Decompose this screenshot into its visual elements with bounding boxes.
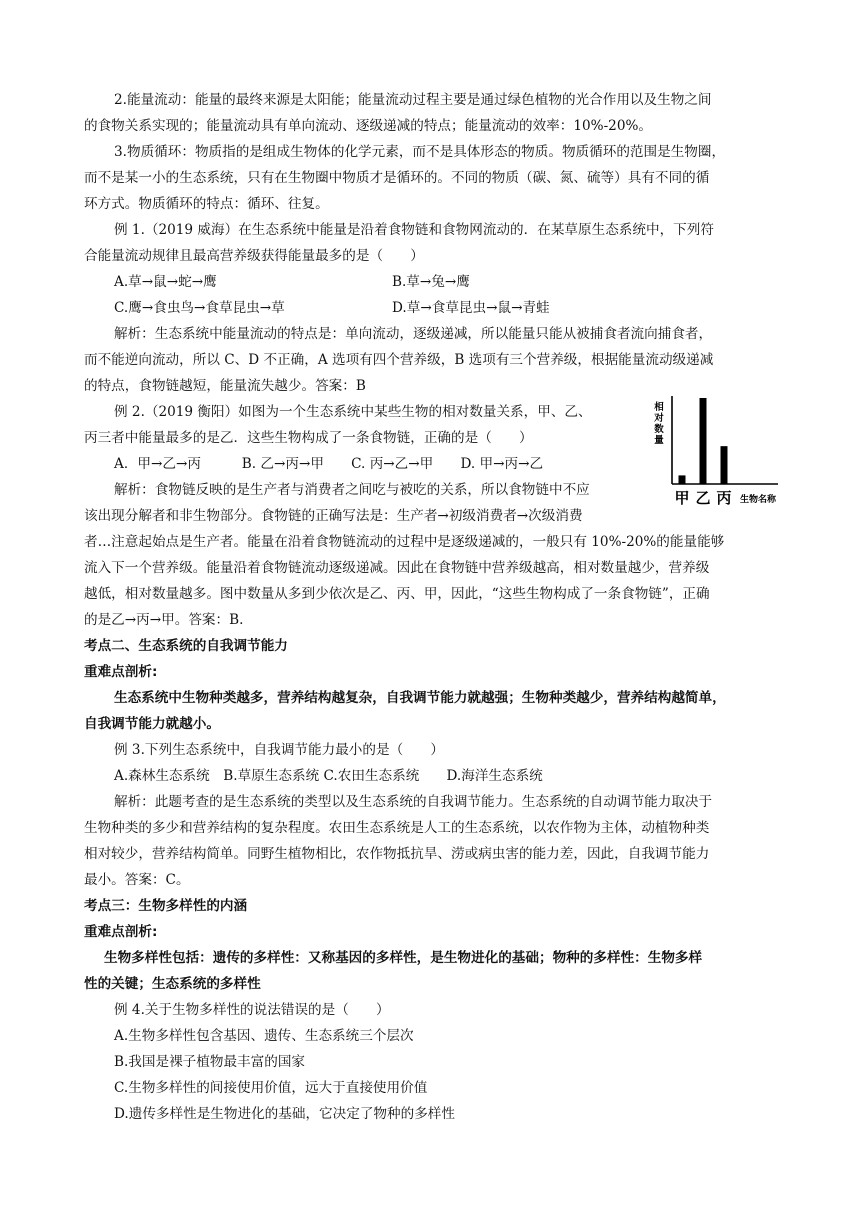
- example1-analysis-line3: 的特点，食物链越短，能量流失越少。答案：B: [84, 378, 366, 394]
- example4-option-b: B.我国是裸子植物最丰富的国家: [114, 1054, 306, 1070]
- example2-analysis-line4: 流入下一个营养级。能量沿着食物链流动逐级递减。因此在食物链中营养级越高，相对数量越少，营养级: [84, 560, 710, 576]
- example1-option-a: A.草→鼠→蛇→鹰: [114, 274, 217, 290]
- chart-ylabel-char: 数: [654, 424, 664, 435]
- example1-analysis-line1: 解析：生态系统中能量流动的特点是：单向流动，逐级递减，所以能量只能从被捕食者流向捕食者，: [114, 326, 713, 342]
- example2-question-line2: 丙三者中能量最多的是乙．这些生物构成了一条食物链，正确的是（ ）: [84, 430, 533, 446]
- example4-option-c: C.生物多样性的间接使用价值，远大于直接使用价值: [114, 1080, 428, 1096]
- section3-summary-line1: 生物多样性包括：遗传的多样性：又称基因的多样性，是生物进化的基础；物种的多样性：生物多样: [104, 950, 703, 966]
- chart-ylabel-char: 对: [654, 413, 664, 424]
- example4-option-d: D.遗传多样性是生物进化的基础，它决定了物种的多样性: [114, 1106, 455, 1122]
- example2-analysis-line1: 解析：食物链反映的是生产者与消费者之间吃与被吃的关系，所以食物链中不应: [114, 482, 590, 498]
- example1-option-b: B.草→兔→鹰: [392, 274, 470, 290]
- example3-analysis-line2: 生物种类的多少和营养结构的复杂程度。农田生态系统是人工的生态系统，以农作物为主体，动植物种类: [84, 820, 710, 836]
- chart-bars: [679, 398, 728, 484]
- section2-subheading: 重难点剖析:: [84, 664, 158, 680]
- section3-summary-line2: 性的关键；生态系统的多样性: [84, 976, 261, 992]
- example2-analysis-line3: 者…注意起始点是生产者。能量在沿着食物链流动的过程中是逐级递减的，一般只有 10%-20%的能量能够: [84, 534, 725, 550]
- example3-analysis-line1: 解析：此题考查的是生态系统的类型以及生态系统的自我调节能力。生态系统的自动调节能力取决于: [114, 794, 713, 810]
- example2-analysis-line6: 的是乙→丙→甲。答案：B.: [84, 612, 244, 628]
- paragraph-energy-flow-line1: 2.能量流动：能量的最终来源是太阳能；能量流动过程主要是通过绿色植物的光合作用以及生物之间: [114, 92, 712, 108]
- example1-question-line1: 例 1.（2019 威海）在生态系统中能量是沿着食物链和食物网流动的．在某草原生态系统中，下列符: [114, 222, 714, 238]
- section2-summary-line2: 自我调节能力就越小。: [84, 716, 220, 732]
- example1-option-c: C.鹰→食虫鸟→食草昆虫→草: [114, 300, 285, 316]
- example4-question: 例 4.关于生物多样性的说法错误的是（ ）: [114, 1002, 390, 1018]
- chart-x-tick-3: 丙: [716, 489, 732, 507]
- example1-question-line2: 合能量流动规律且最高营养级获得能量最多的是（ ）: [84, 248, 424, 264]
- paragraph-material-cycle-line2: 而不是某一小的生态系统，只有在生物圈中物质才是循环的。不同的物质（碳、氮、硫等）具有不同的循: [84, 170, 710, 186]
- chart-bar-3: [721, 446, 728, 484]
- chart-xlabel: 生物名称: [739, 495, 777, 505]
- chart-x-tick-2: 乙: [695, 489, 711, 507]
- section2-summary-line1: 生态系统中生物种类越多，营养结构越复杂，自我调节能力就越强；生物种类越少，营养结构越简单，: [114, 690, 726, 706]
- example1-option-d: D.草→食草昆虫→鼠→青蛙: [392, 300, 550, 316]
- chart-ylabel: [653, 401, 664, 446]
- example2-analysis-line2: 该出现分解者和非生物部分。食物链的正确写法是：生产者→初级消费者→次级消费: [84, 508, 583, 524]
- example3-analysis-line3: 相对较少，营养结构简单。同野生植物相比，农作物抵抗旱、涝或病虫害的能力差，因此，自我调节能力: [84, 846, 710, 862]
- chart-ylabel-char: 相: [654, 402, 664, 413]
- chart-bar-1: [679, 475, 686, 484]
- example3-question: 例 3.下列生态系统中，自我调节能力最小的是（ ）: [114, 742, 444, 758]
- section2-heading: 考点二、生态系统的自我调节能力: [84, 638, 288, 654]
- paragraph-material-cycle-line3: 环方式。物质循环的特点：循环、往复。: [84, 196, 329, 212]
- chart-bar-2: [700, 398, 707, 484]
- chart-x-tick-labels: [674, 489, 731, 507]
- section3-heading: 考点三：生物多样性的内涵: [84, 898, 248, 914]
- paragraph-material-cycle-line1: 3.物质循环：物质指的是组成生物体的化学元素，而不是具体形态的物质。物质循环的范围是生物圈，: [114, 144, 726, 160]
- section3-subheading: 重难点剖析:: [84, 924, 158, 940]
- relative-quantity-bar-chart: [650, 392, 785, 507]
- example2-analysis-line5: 越低，相对数量越多。图中数量从多到少依次是乙、丙、甲，因此，“这些生物构成了一条食物链”，正确: [84, 586, 710, 602]
- example4-option-a: A.生物多样性包含基因、遗传、生态系统三个层次: [114, 1028, 414, 1044]
- example3-options: A.森林生态系统 B.草原生态系统 C.农田生态系统 D.海洋生态系统: [114, 768, 543, 784]
- example3-analysis-line4: 最小。答案：C。: [84, 872, 190, 888]
- chart-x-tick-1: 甲: [674, 489, 690, 507]
- example2-options: A．甲→乙→丙 B. 乙→丙→甲 C. 丙→乙→甲 D. 甲→丙→乙: [114, 456, 544, 472]
- example1-analysis-line2: 而不能逆向流动，所以 C、D 不正确，A 选项有四个营养级，B 选项有三个营养级，根据能量流动级递减: [84, 352, 714, 368]
- chart-ylabel-char: 量: [654, 435, 664, 446]
- paragraph-energy-flow-line2: 的食物关系实现的；能量流动具有单向流动、逐级递减的特点；能量流动的效率：10%-20%。: [84, 118, 652, 134]
- example2-question-line1: 例 2.（2019 衡阳）如图为一个生态系统中某些生物的相对数量关系，甲、乙、: [114, 404, 592, 420]
